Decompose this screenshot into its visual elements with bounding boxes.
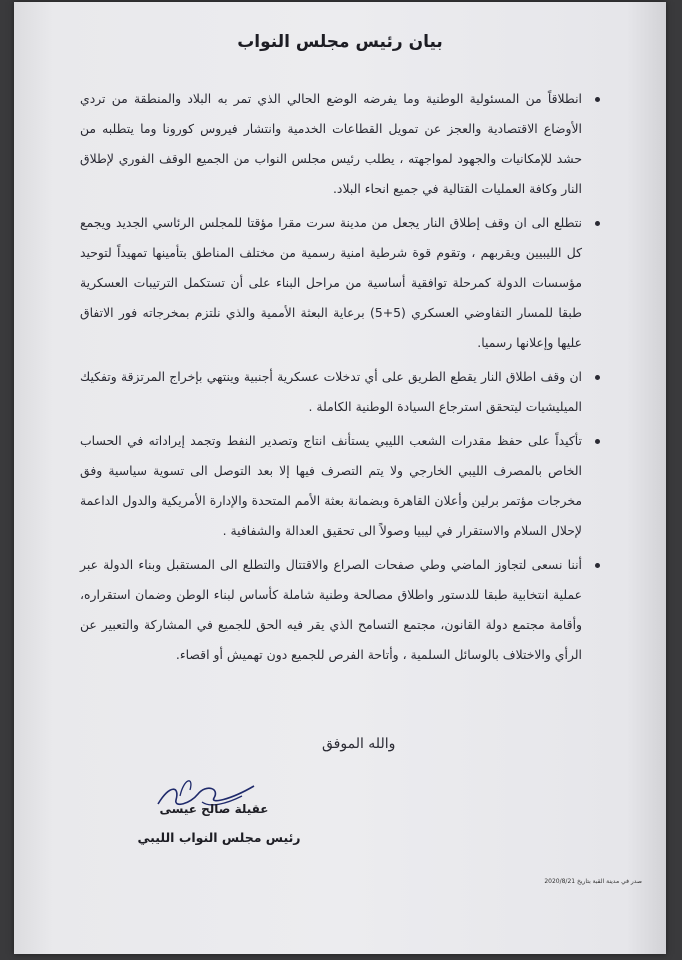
paragraph-ceasefire-call [80,84,600,204]
paragraph-oil [80,426,600,546]
footer-note: صدر في مدينة القبة بتاريخ 2020/8/21 [544,878,642,885]
paragraph-sirte [80,208,600,358]
bullet-icon [595,563,600,568]
paragraph-sovereignty [80,362,600,422]
paragraph-text: تأكيداً على حفظ مقدرات الشعب الليبي يستأنف انتاج وتصدير النفط وتجمد إيراداته في الحساب الخاص بالمصرف الليبي الخارجي ولا يتم التصرف فيها إلا بعد التوصل الى تسوية سياسية وفق مخرجات مؤتمر برلين وأعلان القاهرة وبضمانة بعثة الأمم المتحدة والإدارة الأمريكية والدول الداعمة لإحلال السلام والاستقرار في ليبيا وصولاً الى تحقيق العدالة والشفافية . [80,433,582,538]
bullet-icon [595,439,600,444]
closing-phrase: والله الموفق [322,736,396,752]
document-page [14,2,666,954]
paragraph-text: أننا نسعى لتجاوز الماضي وطي صفحات الصراع والاقتتال والتطلع الى المستقبل وبناء الدولة عبر عملية انتخابية طبقا للدستور واطلاق مصالحة وطنية شاملة كأساس لبناء الوطن وضمان استقراره، وأقامة مجتمع دولة القانون، مجتمع التسامح الذي يقر فيه الحق للجميع في المشاركة والتعبير عن الرأي والاختلاف بالوسائل السلمية ، وأتاحة الفرص للجميع دون تهميش أو اقصاء. [80,557,582,662]
signatory-name: عقيلة صالح عيسى [159,802,269,816]
signatory-title: رئيس مجلس النواب الليبي [137,830,301,845]
paragraph-reconciliation [80,550,600,670]
paragraph-text: نتطلع الى ان وقف إطلاق النار يجعل من مدينة سرت مقرا مؤقتا للمجلس الرئاسي الجديد ويجمع كل الليبيين ويقربهم ، وتقوم قوة شرطية امنية رسمية من مختلف المناطق بتأمينها تمهيداً لتوحيد مؤسسات الدولة كمرحلة توافقية أساسية من مراحل البناء على أن تستكمل الترتيبات العسكرية طبقا للمسار التفاوضي العسكري (5+5) برعاية البعثة الأممية والذي نلتزم بمخرجاته فور الاتفاق عليها وإعلانها رسميا. [80,215,583,350]
document-title: بيان رئيس مجلس النواب [237,32,443,52]
bullet-icon [595,375,600,380]
paragraph-text: انطلاقاً من المسئولية الوطنية وما يفرضه الوضع الحالي الذي تمر به البلاد والمنطقة من تردي الأوضاع الاقتصادية والعجز عن تمويل القطاعات الخدمية وانتشار فيروس كورونا وما يتطلبه من حشد للإمكانيات والجهود لمواجهته ، يطلب رئيس مجلس النواب من الجميع الوقف الفوري لإطلاق النار وكافة العمليات القتالية في جميع انحاء البلاد. [80,91,582,196]
bullet-icon [595,97,600,102]
document-body [80,84,600,674]
paragraph-text: ان وقف اطلاق النار يقطع الطريق على أي تدخلات عسكرية أجنبية وينتهي بإخراج المرتزقة وتفكيك الميليشيات ليتحقق استرجاع السيادة الوطنية الكاملة . [80,369,582,414]
bullet-icon [595,221,600,226]
